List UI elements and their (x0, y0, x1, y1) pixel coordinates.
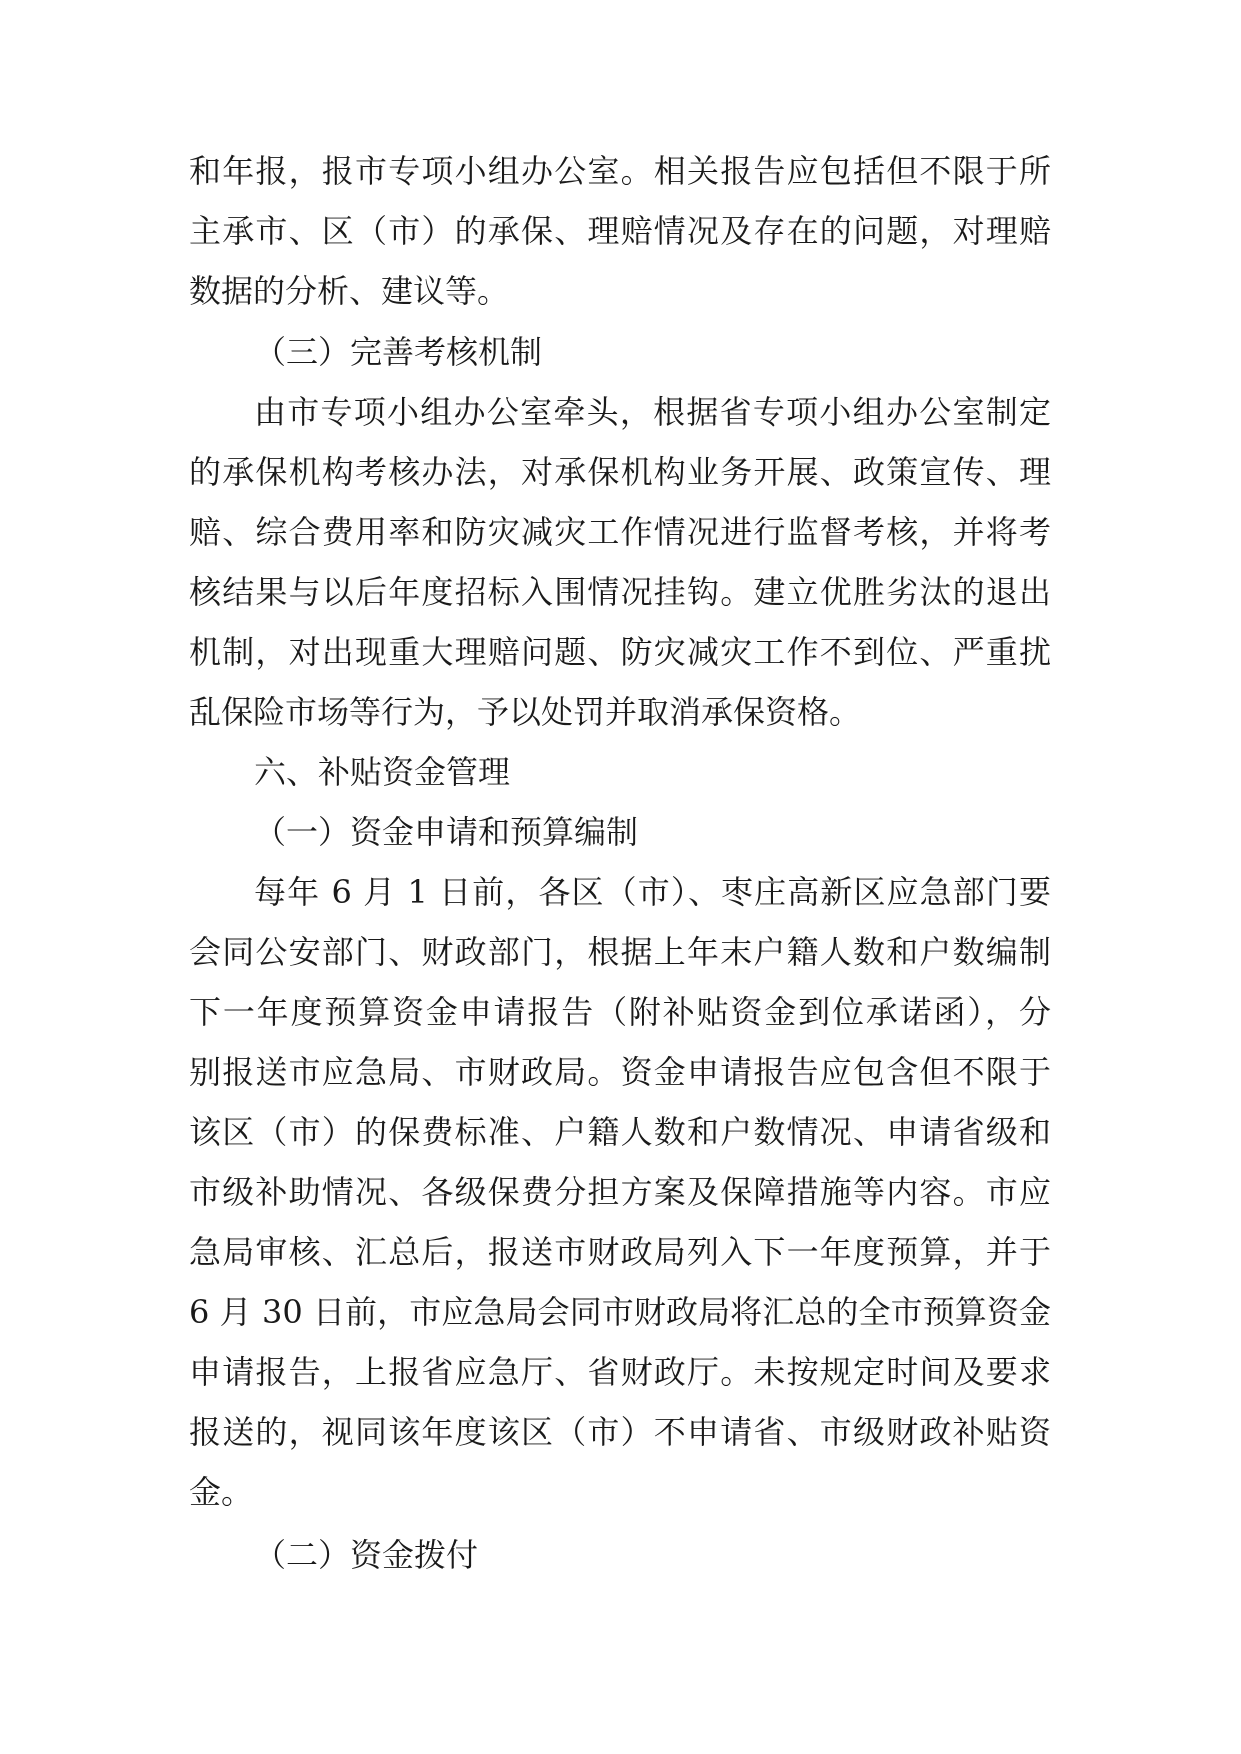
text-line: 下一年度预算资金申请报告（附补贴资金到位承诺函），分 (189, 993, 1051, 1031)
text-line: 和年报，报市专项小组办公室。相关报告应包括但不限于所 (189, 152, 1051, 190)
text-line: 数据的分析、建议等。 (189, 272, 510, 310)
section-heading: （一）资金申请和预算编制 (254, 813, 639, 851)
section-heading: （二）资金拨付 (254, 1536, 479, 1574)
text-line: 赔、综合费用率和防灾减灾工作情况进行监督考核，并将考 (189, 513, 1051, 551)
text-line: 6 月 30 日前，市应急局会同市财政局将汇总的全市预算资金 (189, 1293, 1051, 1331)
section-heading: （三）完善考核机制 (254, 333, 543, 371)
text-line: 急局审核、汇总后，报送市财政局列入下一年度预算，并于 (189, 1233, 1051, 1271)
text-line: 该区（市）的保费标准、户籍人数和户数情况、申请省级和 (189, 1113, 1051, 1151)
text-line: 主承市、区（市）的承保、理赔情况及存在的问题，对理赔 (189, 212, 1051, 250)
text-line: 机制，对出现重大理赔问题、防灾减灾工作不到位、严重扰 (189, 633, 1051, 671)
section-heading: 六、补贴资金管理 (254, 753, 511, 791)
text-line: 核结果与以后年度招标入围情况挂钩。建立优胜劣汰的退出 (189, 573, 1051, 611)
text-line: 金。 (189, 1473, 254, 1511)
text-line: 市级补助情况、各级保费分担方案及保障措施等内容。市应 (189, 1173, 1051, 1211)
text-line: 乱保险市场等行为，予以处罚并取消承保资格。 (189, 693, 862, 731)
text-line: 每年 6 月 1 日前，各区（市）、枣庄高新区应急部门要 (254, 873, 1051, 911)
text-line: 别报送市应急局、市财政局。资金申请报告应包含但不限于 (189, 1053, 1051, 1091)
text-line: 的承保机构考核办法，对承保机构业务开展、政策宣传、理 (189, 453, 1051, 491)
text-line: 由市专项小组办公室牵头，根据省专项小组办公室制定 (254, 393, 1051, 431)
text-line: 申请报告，上报省应急厅、省财政厅。未按规定时间及要求 (189, 1353, 1051, 1391)
text-line: 会同公安部门、财政部门，根据上年末户籍人数和户数编制 (189, 933, 1051, 971)
text-line: 报送的，视同该年度该区（市）不申请省、市级财政补贴资 (189, 1413, 1051, 1451)
